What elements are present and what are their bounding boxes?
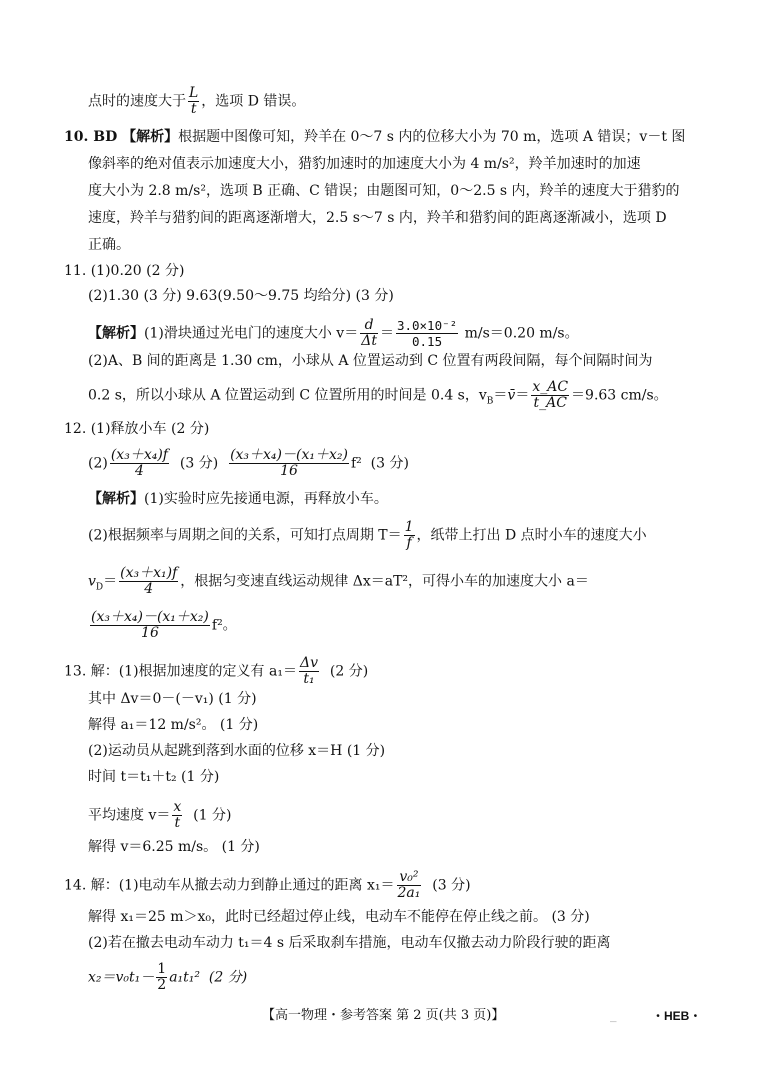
text: 0.2 s，所以小球从 A 位置运动到 C 位置所用的时间是 0.4 s，v bbox=[88, 387, 487, 404]
text: (1)实验时应先接通电源，再释放小车。 bbox=[144, 491, 388, 507]
text: ，纸带上打出 D 点时小车的速度大小 bbox=[416, 527, 647, 544]
fraction-L-over-t: $\frac{L}{t}$ bbox=[189, 85, 199, 117]
q12-analysis-1 bbox=[88, 488, 388, 510]
fraction-q12a: $\frac{\text{(x₃＋x₄)f}}{4}$ bbox=[110, 447, 168, 479]
q11-analysis-1 bbox=[88, 318, 579, 349]
q10-line-4: 速度，羚羊与猎豹间的距离逐渐增大，2.5 s～7 s 内，羚羊和猎豹间的距离逐渐减小，选项 D bbox=[88, 210, 667, 226]
text: v bbox=[88, 573, 96, 590]
q13-line-4: (2)运动员从起跳到落到水面的位移 x＝H (1 分) bbox=[88, 743, 386, 759]
q11-analysis-2: (2)A、B 间的距离是 1.30 cm，小球从 A 位置运动到 C 位置有两段间隔，每个间隔时间为 bbox=[88, 353, 653, 369]
q10-line-5: 正确。 bbox=[88, 237, 130, 253]
text: (1)滑块通过光电门的速度大小 v＝ bbox=[144, 325, 359, 342]
text: (3 分) bbox=[423, 877, 471, 894]
line-speed-conclusion bbox=[88, 86, 305, 117]
q14-line-3: (2)若在撤去电动车动力 t₁＝4 s 后采取刹车措施，电动车仅撤去动力阶段行驶的距离 bbox=[88, 935, 611, 951]
fraction-q12c: $\frac{\text{(x₃＋x₁)f}}{4}$ bbox=[120, 565, 178, 597]
subscript: D bbox=[95, 582, 104, 593]
q13-line-5: 时间 t＝t₁＋t₂ (1 分) bbox=[88, 769, 220, 785]
q13-line-1 bbox=[64, 656, 368, 687]
q12-analysis-3 bbox=[88, 566, 589, 597]
q12-line-2 bbox=[88, 448, 409, 479]
q10-line-3: 度大小为 2.8 m/s²，选项 B 正确、C 错误；由题图可知，0～2.5 s 内，羚羊的速度大于猎豹的 bbox=[88, 183, 680, 199]
q13-line-2: 其中 Δv＝0－(－v₁) (1 分) bbox=[88, 691, 257, 707]
text: 平均速度 v＝ bbox=[88, 807, 171, 824]
text: (2)根据频率与周期之间的关系，可知打点周期 T＝ bbox=[88, 527, 402, 544]
q14-line-2: 解得 x₁＝25 m＞x₀，此时已经超过停止线，电动车不能停在停止线之前。 (3 分) bbox=[88, 909, 590, 925]
q14-line-4 bbox=[88, 962, 247, 993]
text: (2 分) bbox=[321, 663, 369, 680]
q10-head: 10. BD 【解析】 bbox=[64, 129, 179, 145]
fraction-q12b: $\frac{\text{(x₃＋x₄)－(x₁＋x₂)}}{16}$ bbox=[230, 447, 348, 479]
text: a₁t₁² (2 分) bbox=[169, 969, 248, 986]
q10-line-2: 像斜率的绝对值表示加速度大小，猎豹加速时的加速度大小为 4 m/s²，羚羊加速时的加速 bbox=[88, 156, 641, 172]
fraction-q12d: $\frac{\text{(x₃＋x₄)－(x₁＋x₂)}}{16}$ bbox=[91, 609, 209, 641]
text: (2) bbox=[88, 455, 108, 472]
q13-line-7: 解得 v＝6.25 m/s。 (1 分) bbox=[88, 839, 260, 855]
q12-line-1: 12. (1)释放小车 (2 分) bbox=[64, 421, 210, 437]
fraction-v0sq-over-2a1: $\frac{\text{v₀²}}{\text{2a₁}}$ bbox=[397, 869, 421, 901]
text: ＝9.63 cm/s。 bbox=[571, 387, 668, 404]
q11-line-2: (2)1.30 (3 分) 9.63(9.50～9.75 均给分) (3 分) bbox=[88, 288, 394, 304]
q12-analysis-2 bbox=[88, 520, 647, 551]
text: ＝ bbox=[379, 325, 394, 342]
text: 点时的速度大于 bbox=[88, 93, 186, 110]
fraction-xac-over-tac: $\frac{x\_AC}{t\_AC}$ bbox=[532, 379, 569, 411]
fraction-dv-over-t1: $\frac{\Delta v}{\text{t₁}}$ bbox=[299, 655, 318, 687]
text: ，选项 D 错误。 bbox=[201, 93, 306, 110]
footer-page-info: 【高一物理・参考答案 第 2 页(共 3 页)】 bbox=[262, 1008, 505, 1023]
footer-dash: _ bbox=[610, 1008, 617, 1023]
q13-line-6 bbox=[88, 800, 231, 831]
vbar: v̄ bbox=[507, 387, 516, 404]
text: x₂＝v₀t₁－ bbox=[88, 969, 155, 986]
text: (3 分) bbox=[170, 455, 228, 472]
fraction-d-over-dt: $\frac{d}{\Delta t}$ bbox=[361, 317, 377, 349]
q11-line-1: 11. (1)0.20 (2 分) bbox=[64, 263, 185, 279]
q10-line-1 bbox=[64, 126, 685, 148]
analysis-head: 【解析】 bbox=[88, 491, 144, 507]
fraction-half: $\frac{1}{2}$ bbox=[157, 961, 167, 993]
q12-analysis-4 bbox=[88, 610, 237, 641]
q13-line-3: 解得 a₁＝12 m/s²。 (1 分) bbox=[88, 717, 259, 733]
fraction-x-over-t: $\frac{x}{t}$ bbox=[173, 799, 182, 831]
text: f²。 bbox=[211, 617, 237, 634]
text: 13. 解：(1)根据加速度的定义有 a₁＝ bbox=[64, 663, 297, 680]
text: 根据题中图像可知，羚羊在 0～7 s 内的位移大小为 70 m，选项 A 错误；v－t 图 bbox=[178, 129, 686, 145]
text: (1 分) bbox=[184, 807, 232, 824]
analysis-head: 【解析】 bbox=[88, 325, 144, 342]
fraction-value: $\frac{\text{3.0×10⁻²}}{0.15}$ bbox=[396, 318, 458, 349]
text: ＝ bbox=[493, 387, 508, 404]
subscript: B bbox=[486, 396, 494, 407]
text: ＝ bbox=[103, 573, 118, 590]
text: ＝ bbox=[515, 387, 530, 404]
q14-line-1 bbox=[64, 870, 471, 901]
fraction-one-over-f: $\frac{1}{f}$ bbox=[404, 519, 414, 551]
text: ，根据匀变速直线运动规律 Δx＝aT²，可得小车的加速度大小 a＝ bbox=[180, 573, 589, 590]
footer-code: ・HEB・ bbox=[652, 1009, 702, 1023]
text: f² (3 分) bbox=[350, 455, 409, 472]
text: m/s＝0.20 m/s。 bbox=[460, 325, 579, 342]
text: 14. 解：(1)电动车从撤去动力到静止通过的距离 x₁＝ bbox=[64, 877, 395, 894]
q11-analysis-3 bbox=[88, 380, 668, 411]
